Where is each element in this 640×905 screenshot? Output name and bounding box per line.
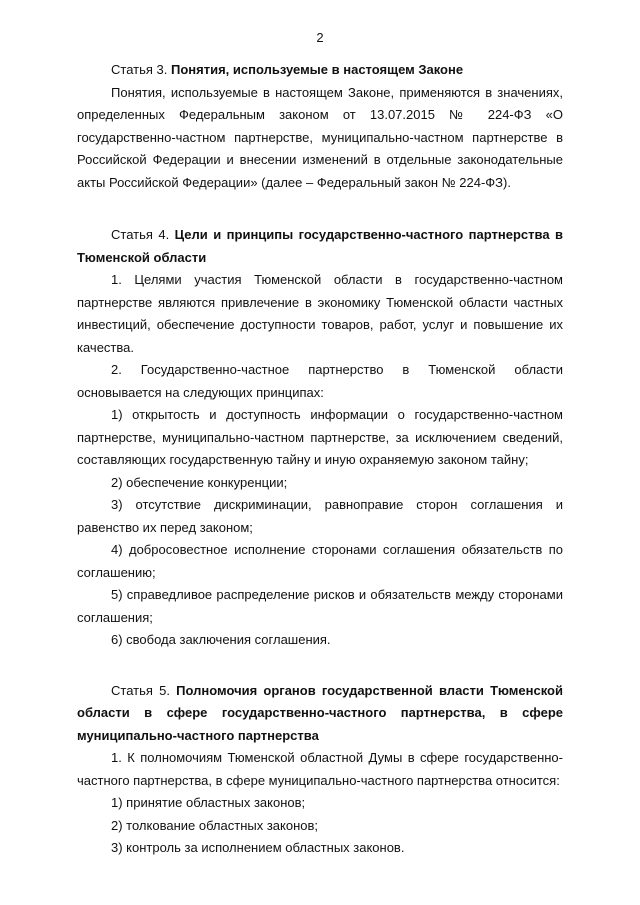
article-4 <box>77 224 563 652</box>
article-4-item-2: 2) обеспечение конкуренции; <box>111 474 288 490</box>
article-5-title: Полномочия органов государственной власти Тюменской области в сфере государственно-частного партнерства, в сфере муниципально-частного партнерства <box>77 682 563 743</box>
article-3-paragraph: Понятия, используемые в настоящем Законе, применяются в значениях, определенных Федеральным законом от 13.07.2015 № 224-ФЗ «О государственно-частном партнерстве, муниципально-частном партнерстве в Российской Федерации и внесении изменений в отдельные законодательные акты Российской Федерации» (далее – Федеральный закон № 224-ФЗ). <box>77 84 563 190</box>
article-4-item-4: 4) добросовестное исполнение сторонами соглашения обязательств по соглашению; <box>77 542 563 580</box>
article-3-number: Статья 3. <box>111 62 171 77</box>
article-3-heading <box>77 59 563 82</box>
article-5-heading <box>77 680 563 748</box>
article-4-paragraph-1: 1. Целями участия Тюменской области в государственно-частном партнерстве являются привлечение в экономику Тюменской области частных инвестиций, обеспечение доступности товаров, работ, услуг и повышение их качества. <box>77 272 563 355</box>
article-5-item-1: 1) принятие областных законов; <box>111 795 306 810</box>
article-4-number: Статья 4. <box>111 227 175 242</box>
article-3-title: Понятия, используемые в настоящем Законе <box>170 62 464 77</box>
article-4-paragraph-2: 2. Государственно-частное партнерство в Тюменской области основывается на следующих принципах: <box>77 362 563 400</box>
spacer <box>77 652 563 680</box>
article-4-item-1: 1) открытость и доступность информации о государственно-частном партнерстве, муниципально-частном партнерстве, за исключением сведений, составляющих государственную тайну и иную охраняемую законом тайну; <box>77 407 563 467</box>
article-4-item-6: 6) свобода заключения соглашения. <box>111 632 331 647</box>
article-4-item-5: 5) справедливое распределение рисков и обязательств между сторонами соглашения; <box>77 587 563 625</box>
spacer <box>77 194 563 224</box>
article-5-number: Статья 5. <box>111 682 177 698</box>
article-5-item-2: 2) толкование областных законов; <box>111 817 319 833</box>
article-5-paragraph-1: 1. К полномочиям Тюменской областной Думы в сфере государственно-частного партнерства, в сфере муниципально-частного партнерства относится: <box>77 750 563 788</box>
article-4-title: Цели и принципы государственно-частного партнерства в Тюменской области <box>77 227 563 265</box>
page-number: 2 <box>316 30 324 45</box>
article-4-item-3: 3) отсутствие дискриминации, равноправие сторон соглашения и равенство их перед законом; <box>77 497 563 535</box>
article-5 <box>77 680 563 860</box>
article-5-item-3: 3) контроль за исполнением областных законов. <box>111 840 405 855</box>
article-4-heading <box>77 224 563 269</box>
article-3 <box>77 59 563 194</box>
document-body <box>77 59 563 860</box>
